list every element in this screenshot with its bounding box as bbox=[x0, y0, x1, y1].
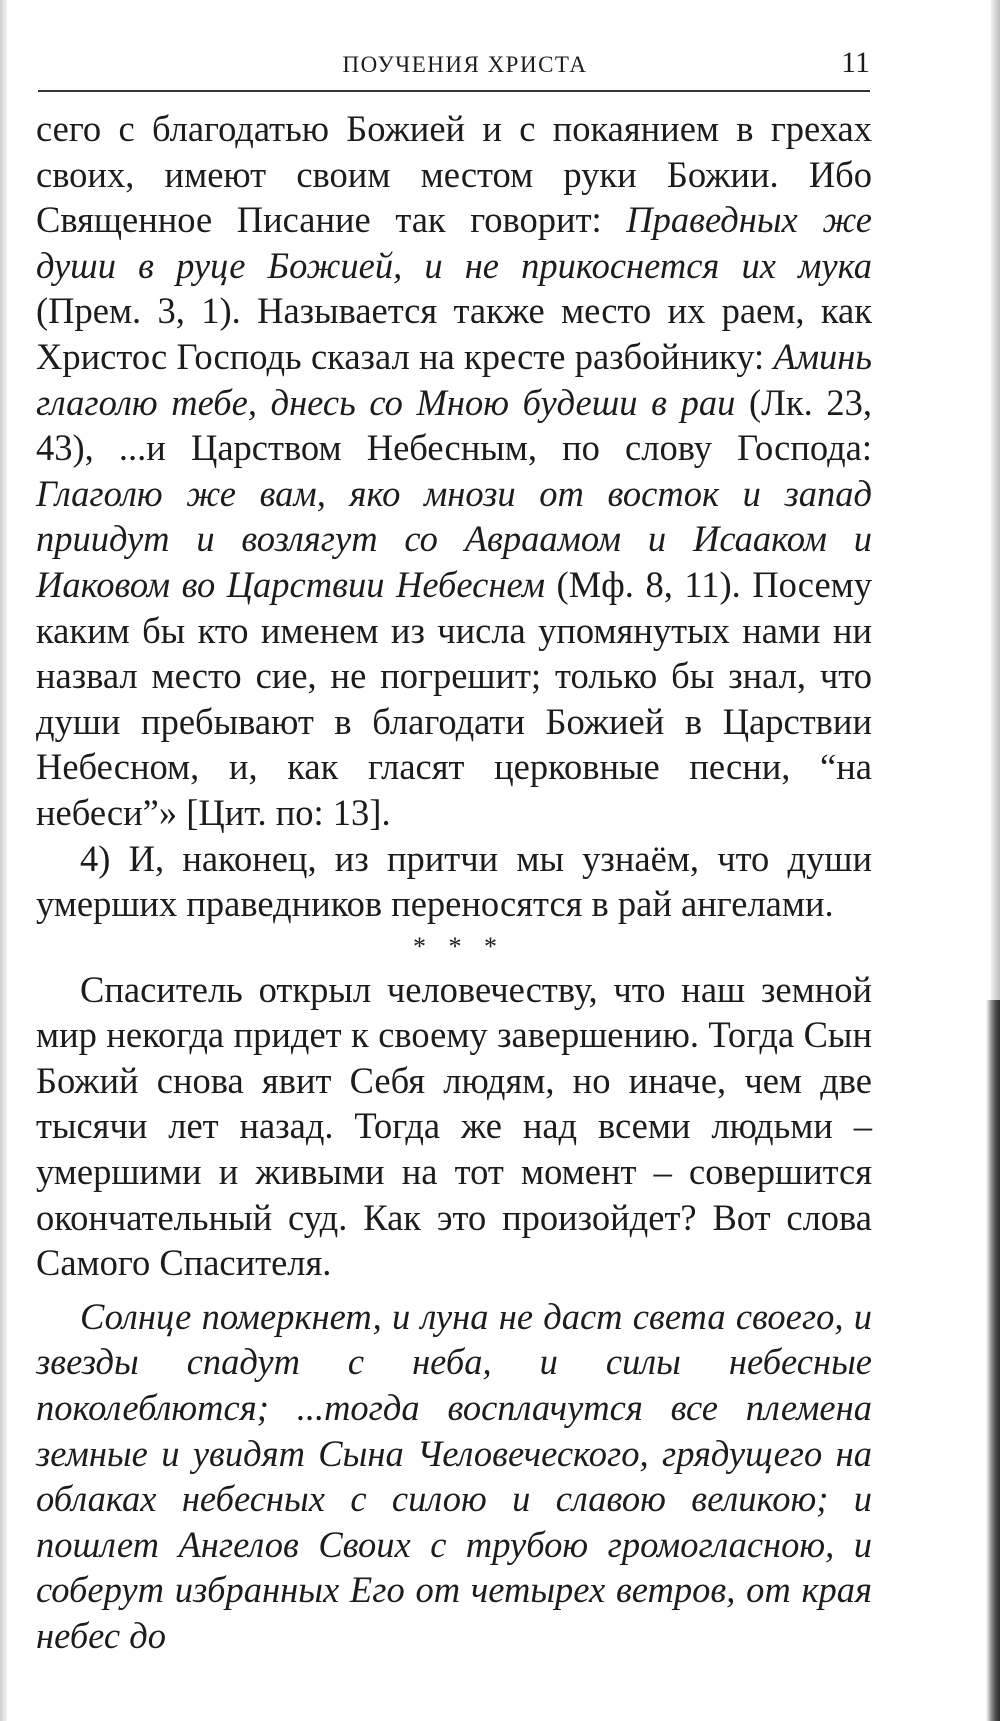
scripture-quote: Солнце померкнет, и луна не даст света своего, и звезды спадут с неба, и силы небесные поколеблются; ...тогда восплачутся все племена земные и увидят Сына Человеческого, грядущего на облаках небесных с силою и славою великою; и пошлет Ангелов Своих с трубою громогласною, и соберут избранных Его от четырех ветров, от края небес до bbox=[36, 1295, 872, 1656]
paragraph-point-4: 4) И, наконец, из притчи мы узнаём, что души умерших праведников переносятся в рай ангелами. bbox=[36, 837, 872, 925]
quote-matthew: Глаголю же вам, яко мнози от восток и запад приидут и возлягут со Авраамом и Исааком и Иаковом во Царствии Небеснем bbox=[36, 472, 872, 605]
header-title: ПОУЧЕНИЯ ХРИСТА bbox=[342, 52, 588, 77]
paragraph1-text-2: (Прем. 3, 1). Называется также место их раем, как Христос Господь сказал на кресте разбойнику: bbox=[36, 290, 872, 377]
paragraph1-text-4: (Мф. 8, 11). Посему каким бы кто именем из числа упомянутых нами ни назвал место сие, не погрешит; только бы знал, что души пребывают в благодати Божией в Царствии Небесном, и, как гласят церковные песни, “на небеси”» [Цит. по: 13]. bbox=[36, 563, 872, 833]
quote-wisdom: Праведных же души в руце Божией, и не прикоснется их мука bbox=[36, 199, 872, 286]
paragraph-savior: Спаситель открыл человечеству, что наш земной мир некогда придет к своему завершению. Тогда Сын Божий снова явит Себя людям, но иначе, чем две тысячи лет назад. Тогда же над всеми людьми – умершими и живыми на тот момент – совершится окончательный суд. Как это произойдет? Вот слова Самого Спасителя. bbox=[36, 968, 872, 1284]
paragraph-gap bbox=[36, 1286, 872, 1294]
running-header bbox=[38, 42, 870, 92]
page-body bbox=[36, 106, 872, 1659]
paragraph1-text-1: сего с благодатью Божией и с покаянием в грехах своих, имеют своим местом руки Божии. Ибо Священное Писание так говорит: bbox=[36, 108, 872, 241]
paragraph1-text-3: (Лк. 23, 43), ...и Царством Небесным, по слову Господа: bbox=[36, 381, 872, 469]
page-left-edge bbox=[0, 0, 7, 1721]
section-separator: * * * bbox=[413, 931, 505, 961]
quote-luke: Аминь глаголю тебе, днесь со Мною будеши в раи bbox=[36, 335, 872, 423]
paragraph-continuation bbox=[36, 106, 872, 836]
page-edge-shadow bbox=[986, 1000, 1000, 1721]
page-number: 11 bbox=[841, 46, 870, 79]
